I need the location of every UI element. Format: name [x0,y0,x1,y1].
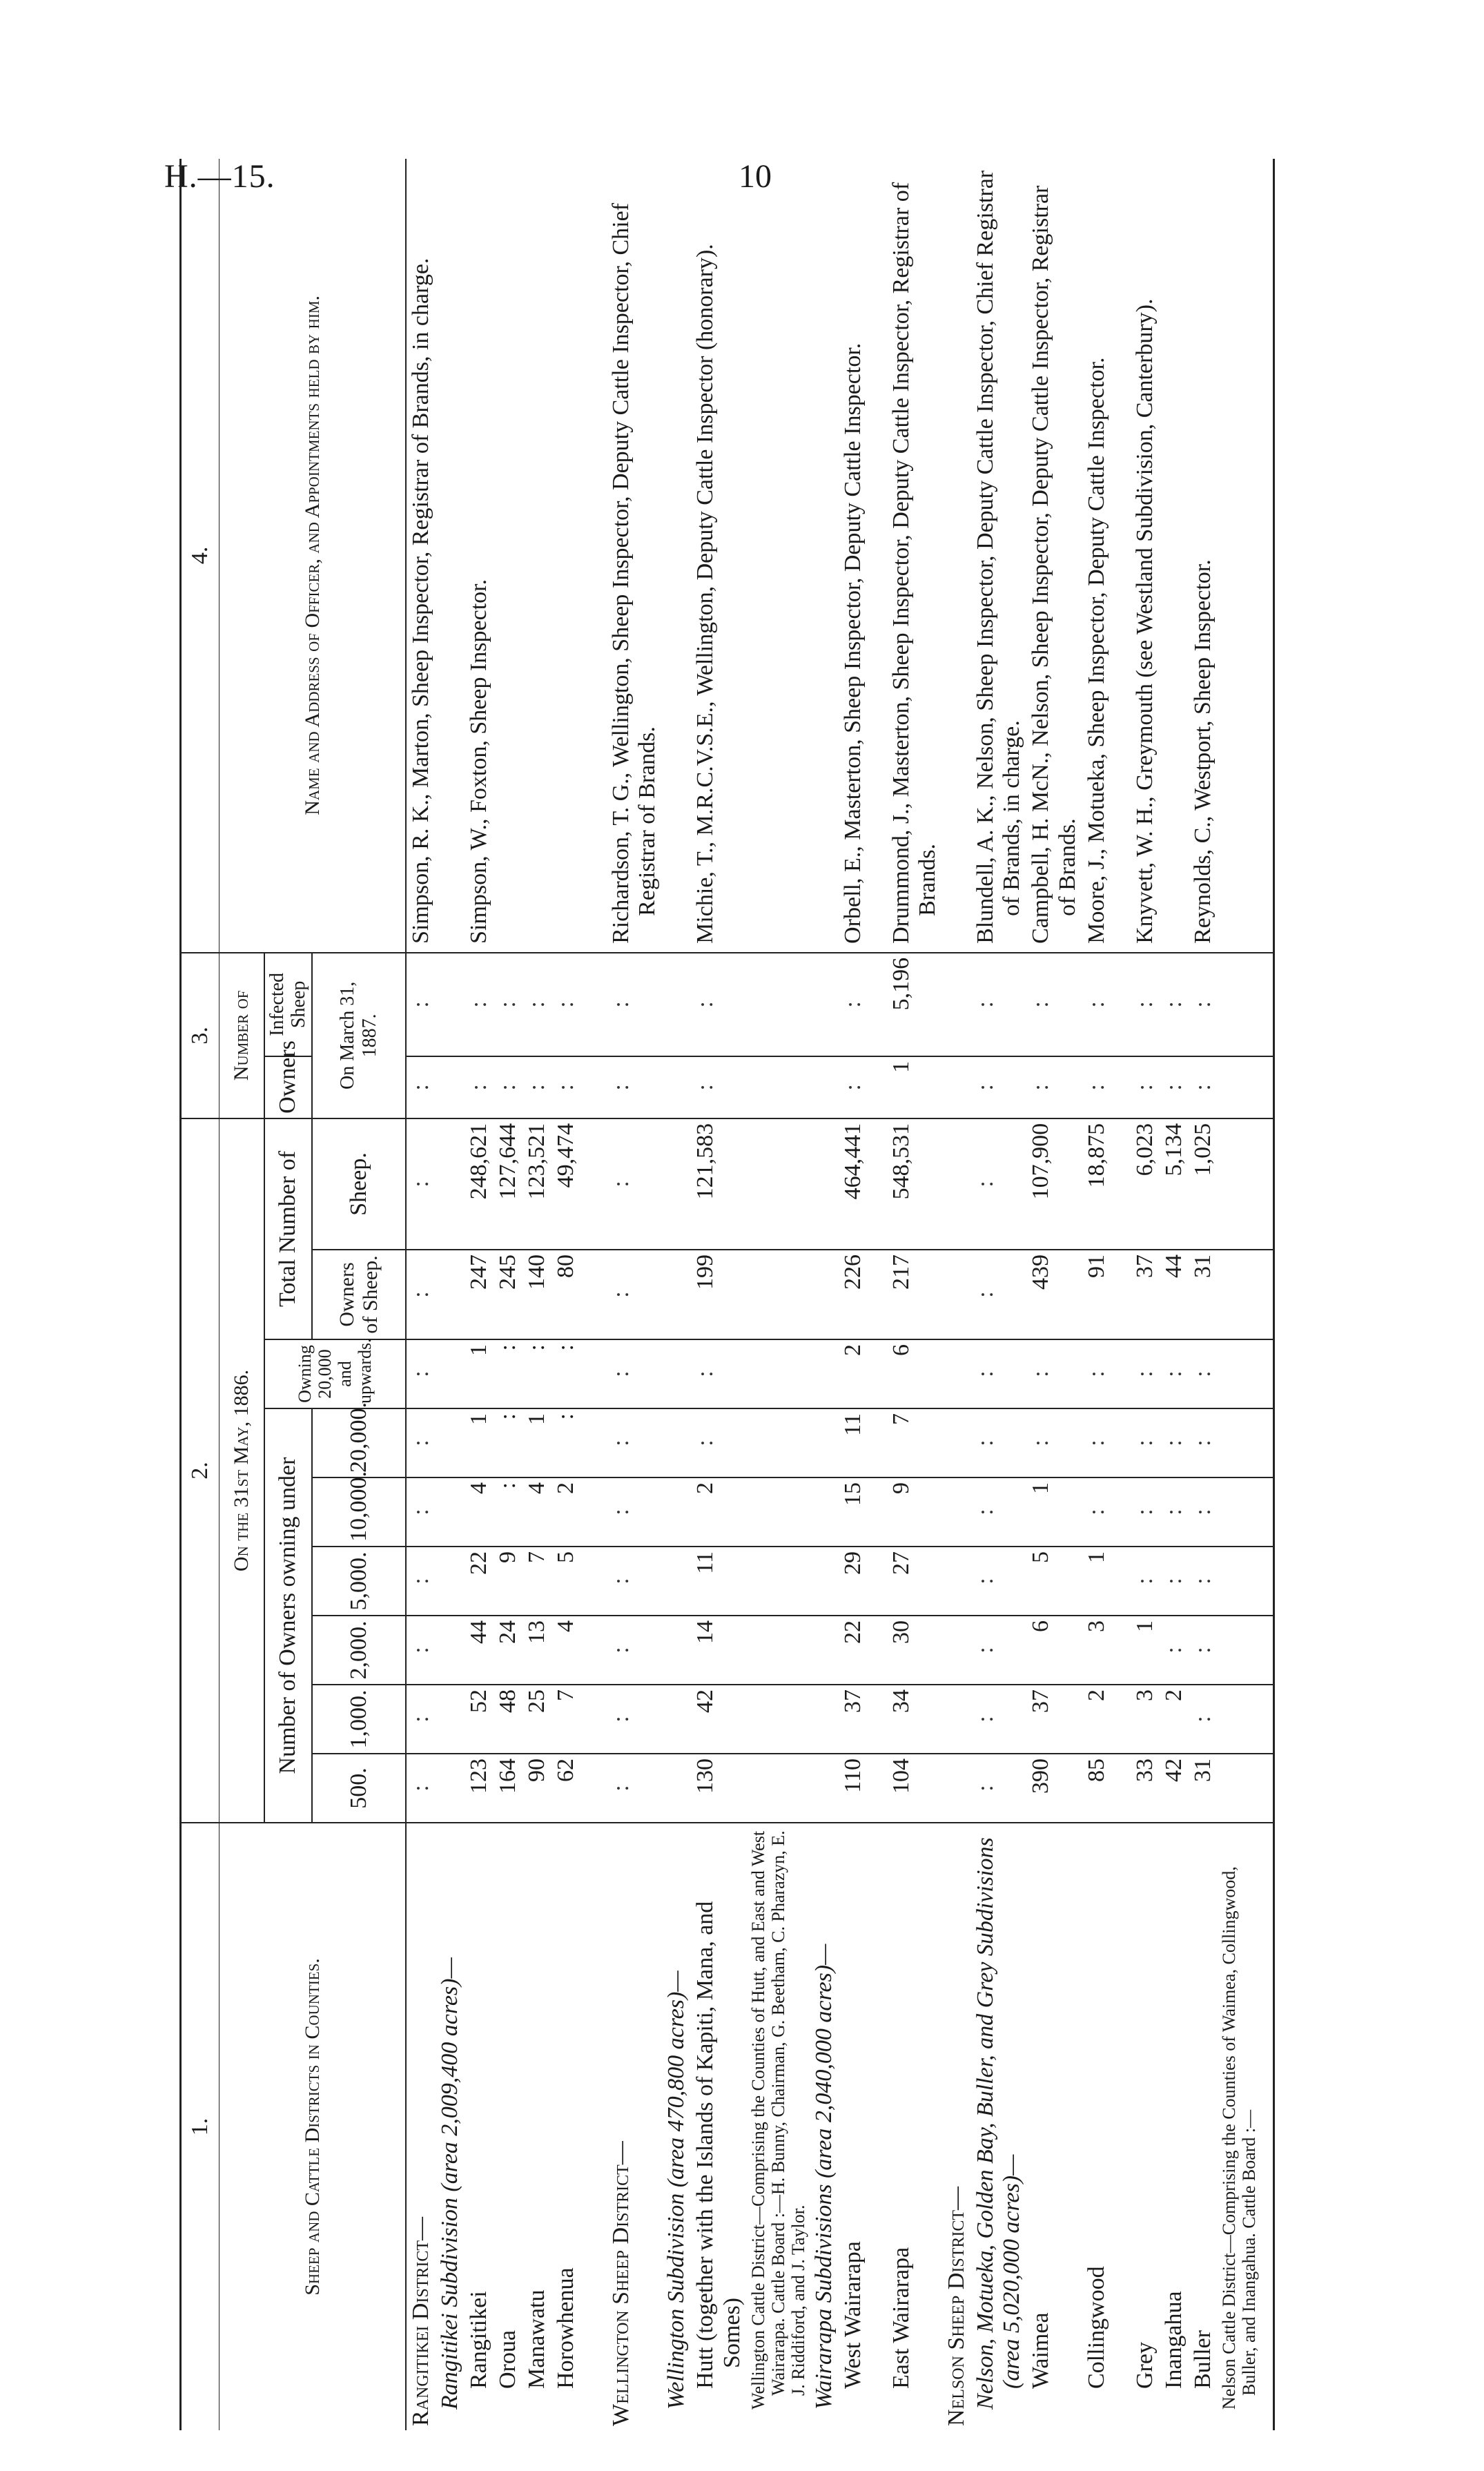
officer-text: Simpson, W., Foxton, Sheep Inspector. [465,579,491,944]
infected-owners-cell: : [551,1056,607,1118]
u2000-cell: : [971,1616,1026,1685]
u10000-cell: : [1082,1477,1131,1547]
district-name: Nelson Sheep District— [942,1823,971,2430]
infected-sheep-cell: : [607,953,662,1056]
infected-owners-cell: : [1189,1056,1218,1118]
infected-sheep-cell: : [551,953,607,1056]
u5000-cell: : [971,1547,1026,1616]
bracket-1000: 1,000. [312,1685,406,1754]
u5000-cell: : [1160,1547,1189,1616]
col1-header: Sheep and Cattle Districts in Counties. [219,1823,406,2430]
u20000-cell: 1 [465,1408,494,1477]
u20000-cell: : [1026,1408,1082,1477]
u1000-cell: 34 [887,1685,942,1754]
officer-cell [1082,159,1131,953]
owning-under-header: Number of Owners owning under [264,1408,312,1823]
u20000-cell: : [691,1408,746,1477]
col1-number: 1. [181,1823,219,2430]
infected-sheep-cell: : [1189,953,1218,1056]
county-name: Waimea [1026,1823,1082,2430]
county-name: Buller [1189,1823,1218,2430]
infected-sheep-cell: : [1160,953,1189,1056]
officer-text: Orbell, E., Masterton, Sheep Inspector, Deputy Cattle Inspector. [839,342,866,944]
u5000-cell: 11 [691,1547,746,1616]
total-owners-header: Owners of Sheep. [312,1250,406,1339]
u10000-cell: 4 [523,1477,551,1547]
infected-sheep-cell: 5,196 [887,953,942,1056]
officer-cell [607,159,662,953]
u20000-cell: : [494,1408,523,1477]
table-row [436,159,465,2430]
sheep-districts-table [179,159,1275,2430]
col3-number: 3. [181,953,219,1118]
u500-cell: : [406,1754,436,1823]
infected-owners-cell: : [465,1056,494,1118]
u20000-cell: : [1189,1408,1218,1477]
owners-cell: 91 [1082,1250,1131,1339]
u1000-cell: 37 [1026,1685,1082,1754]
table-row [1160,159,1189,2430]
col3-owners-header: Owners [264,1056,312,1118]
sheep-cell: 248,621 [465,1118,494,1250]
u10000-cell: : [406,1477,436,1547]
u5000-cell: 9 [494,1547,523,1616]
upwards-cell: : [1026,1339,1082,1408]
infected-owners-cell: : [406,1056,436,1118]
u500-cell: 164 [494,1754,523,1823]
u20000-cell: : [406,1408,436,1477]
bracket-2000: 2,000. [312,1616,406,1685]
u2000-cell: 13 [523,1616,551,1685]
infected-owners-cell: : [1082,1056,1131,1118]
sheep-cell: : [971,1118,1026,1250]
u2000-cell: 22 [839,1616,887,1685]
u2000-cell: : [406,1616,436,1685]
upwards-cell: : [523,1339,551,1408]
u1000-cell: 2 [1160,1685,1189,1754]
owners-cell: : [607,1250,662,1339]
upwards-cell: 2 [839,1339,887,1408]
table-row [810,159,839,2430]
officer-text: Simpson, R. K., Marton, Sheep Inspector, Registrar of Brands, in charge. [407,258,433,944]
owners-cell: 140 [523,1250,551,1339]
upwards-cell: : [406,1339,436,1408]
u20000-cell: : [607,1408,662,1477]
cattle-district-note: Wellington Cattle District—Comprising the Counties of Hutt, and East and West Wairarapa. Cattle Board :—H. Bunny, Chairman, G. Beetham, C. Pharazyn, E. J. Riddiford, and J. Taylor. [747,1823,810,2430]
infected-owners-cell: : [494,1056,523,1118]
officer-text: Reynolds, C., Westport, Sheep Inspector. [1189,559,1215,944]
upwards-header: Owning 20,000 and upwards. [264,1339,406,1408]
infected-sheep-cell: : [465,953,494,1056]
u1000-cell: 7 [551,1685,607,1754]
bracket-20000: 20,000. [312,1408,406,1477]
u20000-cell: : [1131,1408,1160,1477]
upwards-cell: : [551,1339,607,1408]
owners-cell: 247 [465,1250,494,1339]
upwards-cell: 6 [887,1339,942,1408]
u10000-cell: : [1160,1477,1189,1547]
u2000-cell: 14 [691,1616,746,1685]
u5000-cell: 7 [523,1547,551,1616]
subdivision-name: Wellington Subdivision (area 470,800 acres)— [662,1823,691,2430]
bracket-5000: 5,000. [312,1547,406,1616]
u5000-cell: 22 [465,1547,494,1616]
u5000-cell: : [406,1547,436,1616]
officer-cell [887,159,942,953]
officer-cell [551,159,607,953]
county-name: West Wairarapa [839,1823,887,2430]
upwards-cell: : [971,1339,1026,1408]
u2000-cell: 4 [551,1616,607,1685]
sheep-cell: 548,531 [887,1118,942,1250]
col2-number: 2. [181,1118,219,1823]
county-name: Collingwood [1082,1823,1131,2430]
u20000-cell: 11 [839,1408,887,1477]
u2000-cell: 3 [1082,1616,1131,1685]
owners-cell: 245 [494,1250,523,1339]
infected-owners-cell: : [1026,1056,1082,1118]
bracket-10000: 10,000. [312,1477,406,1547]
infected-sheep-cell: : [839,953,887,1056]
u500-cell: 42 [1160,1754,1189,1823]
u20000-cell: : [1160,1408,1189,1477]
table-row [551,159,607,2430]
owners-cell: 37 [1131,1250,1160,1339]
owners-cell: : [406,1250,436,1339]
sheep-cell: 5,134 [1160,1118,1189,1250]
upwards-cell: : [607,1339,662,1408]
u1000-cell: 25 [523,1685,551,1754]
u500-cell: 110 [839,1754,887,1823]
u1000-cell: 48 [494,1685,523,1754]
u10000-cell: : [494,1477,523,1547]
subdivision-name: Rangitikei Subdivision (area 2,009,400 acres)— [436,1823,465,2430]
county-name: Grey [1131,1823,1160,2430]
infected-owners-cell: : [523,1056,551,1118]
u2000-cell: : [1160,1616,1189,1685]
subdivision-name: Wairarapa Subdivisions (area 2,040,000 acres)— [810,1823,839,2430]
col4-header: Name and Address of Officer, and Appointments held by him. [219,159,406,953]
u5000-cell: 5 [1026,1547,1082,1616]
officer-text: Moore, J., Motueka, Sheep Inspector, Deputy Cattle Inspector. [1083,357,1109,944]
owners-cell: : [971,1250,1026,1339]
officer-text: Blundell, A. K., Nelson, Sheep Inspector, Deputy Cattle Inspector, Chief Registrar of Brands, in charge. [973,170,1025,944]
u5000-cell: : [607,1547,662,1616]
officer-cell [1026,159,1082,953]
table-row [607,159,662,2430]
table-row [465,159,494,2430]
table-row [523,159,551,2430]
sheep-cell: 464,441 [839,1118,887,1250]
bracket-500: 500. [312,1754,406,1823]
infected-owners-cell: : [1131,1056,1160,1118]
table-row [494,159,523,2430]
county-name: Rangitikei [465,1823,494,2430]
u500-cell: 104 [887,1754,942,1823]
table-row [1131,159,1160,2430]
u500-cell: 62 [551,1754,607,1823]
total-number-header: Total Number of [264,1118,312,1339]
district-name: Rangitikei District— [406,1823,436,2430]
officer-cell [523,159,551,953]
col3-infected-header: Infected Sheep [264,953,312,1056]
table-row [839,159,887,2430]
infected-owners-cell: 1 [887,1056,942,1118]
table-row [691,159,746,2430]
infected-sheep-cell: : [1082,953,1131,1056]
officer-cell [839,159,887,953]
sheep-cell: : [607,1118,662,1250]
sheep-cell: 1,025 [1189,1118,1218,1250]
u1000-cell: 42 [691,1685,746,1754]
u10000-cell: 1 [1026,1477,1082,1547]
u2000-cell: : [1189,1616,1218,1685]
upwards-cell: : [1160,1339,1189,1408]
u2000-cell: : [607,1616,662,1685]
owners-cell: 217 [887,1250,942,1339]
table-body [406,159,1274,2430]
cattle-district-note: Nelson Cattle District—Comprising the Counties of Waimea, Collingwood, Buller, and Inangahua. Cattle Board :— [1218,1823,1274,2430]
upwards-cell: : [1082,1339,1131,1408]
owners-cell: 199 [691,1250,746,1339]
table-row [1082,159,1131,2430]
u1000-cell: 52 [465,1685,494,1754]
u1000-cell: : [971,1685,1026,1754]
owners-cell: 31 [1189,1250,1218,1339]
officer-cell [406,159,436,953]
officer-text: Drummond, J., Masterton, Sheep Inspector, Deputy Cattle Inspector, Registrar of Brands. [888,182,941,944]
officer-text: Michie, T., M.R.C.V.S.E., Wellington, Deputy Cattle Inspector (honorary). [692,244,719,944]
u10000-cell: : [1131,1477,1160,1547]
u10000-cell: : [607,1477,662,1547]
county-name: Hutt (together with the Islands of Kapiti, Mana, and Somes) [691,1823,746,2430]
u2000-cell: 1 [1131,1616,1160,1685]
table-row [1026,159,1082,2430]
u2000-cell: 44 [465,1616,494,1685]
officer-cell [1131,159,1160,953]
sheep-cell: 123,521 [523,1118,551,1250]
upwards-cell: : [691,1339,746,1408]
col3-date-header: On March 31, 1887. [312,953,406,1118]
officer-cell [971,159,1026,953]
owners-cell: 226 [839,1250,887,1339]
sheep-cell: 18,875 [1082,1118,1131,1250]
county-name: East Wairarapa [887,1823,942,2430]
u500-cell: 33 [1131,1754,1160,1823]
table-row [662,159,691,2430]
u10000-cell: 15 [839,1477,887,1547]
table-row [1189,159,1218,2430]
officer-cell [1189,159,1218,953]
u20000-cell: : [1082,1408,1131,1477]
u1000-cell: : [406,1685,436,1754]
u500-cell: 31 [1189,1754,1218,1823]
infected-owners-cell: : [1160,1056,1189,1118]
total-sheep-header: Sheep. [312,1118,406,1250]
u500-cell: 90 [523,1754,551,1823]
officer-cell [494,159,523,953]
u5000-cell: : [1189,1547,1218,1616]
infected-sheep-cell: : [494,953,523,1056]
u1000-cell: 3 [1131,1685,1160,1754]
table-row [942,159,971,2430]
infected-sheep-cell: : [1131,953,1160,1056]
u500-cell: 85 [1082,1754,1131,1823]
infected-sheep-cell: : [691,953,746,1056]
county-name: Oroua [494,1823,523,2430]
u500-cell: : [607,1754,662,1823]
infected-sheep-cell: : [523,953,551,1056]
u10000-cell: 2 [551,1477,607,1547]
infected-owners-cell: : [607,1056,662,1118]
u5000-cell: 29 [839,1547,887,1616]
sheep-cell: 127,644 [494,1118,523,1250]
u1000-cell: : [607,1685,662,1754]
owners-cell: 44 [1160,1250,1189,1339]
table-row [1218,159,1274,2430]
u10000-cell: 9 [887,1477,942,1547]
u5000-cell: : [1131,1547,1160,1616]
col3-header: Number of [219,953,265,1118]
table-row [971,159,1026,2430]
u10000-cell: 4 [465,1477,494,1547]
u10000-cell: : [971,1477,1026,1547]
officer-text: Knyvett, W. H., Greymouth (see Westland Subdivision, Canterbury). [1131,298,1158,944]
infected-owners-cell: : [971,1056,1026,1118]
infected-sheep-cell: : [1026,953,1082,1056]
u500-cell: : [971,1754,1026,1823]
upwards-cell: : [494,1339,523,1408]
u1000-cell: : [1189,1685,1218,1754]
u2000-cell: 6 [1026,1616,1082,1685]
officer-cell [465,159,494,953]
u5000-cell: 1 [1082,1547,1131,1616]
u10000-cell: 2 [691,1477,746,1547]
u500-cell: 123 [465,1754,494,1823]
county-name: Horowhenua [551,1823,607,2430]
sheep-cell: 6,023 [1131,1118,1160,1250]
infected-owners-cell: : [839,1056,887,1118]
officer-cell [691,159,746,953]
sheep-cell: 49,474 [551,1118,607,1250]
u20000-cell: 7 [887,1408,942,1477]
table-row [887,159,942,2430]
owners-cell: 80 [551,1250,607,1339]
u20000-cell: : [551,1408,607,1477]
u10000-cell: : [1189,1477,1218,1547]
u2000-cell: 30 [887,1616,942,1685]
county-name: Manawatu [523,1823,551,2430]
officer-cell [1160,159,1189,953]
u500-cell: 390 [1026,1754,1082,1823]
u5000-cell: 27 [887,1547,942,1616]
district-name: Wellington Sheep District— [607,1823,662,2430]
u1000-cell: 2 [1082,1685,1131,1754]
col4-number: 4. [181,159,219,953]
owners-cell: 439 [1026,1250,1082,1339]
upwards-cell: 1 [465,1339,494,1408]
u500-cell: 130 [691,1754,746,1823]
sheep-cell: 107,900 [1026,1118,1082,1250]
officer-text: Campbell, H. McN., Nelson, Sheep Inspector, Deputy Cattle Inspector, Registrar of Brands. [1028,185,1080,944]
infected-sheep-cell: : [406,953,436,1056]
upwards-cell: : [1189,1339,1218,1408]
sheep-cell: 121,583 [691,1118,746,1250]
subdivision-name: Nelson, Motueka, Golden Bay, Buller, and Grey Subdivisions (area 5,020,000 acres)— [971,1823,1026,2430]
u20000-cell: 1 [523,1408,551,1477]
page-number: 10 [739,158,772,195]
upwards-cell: : [1131,1339,1160,1408]
u5000-cell: 5 [551,1547,607,1616]
county-name: Inangahua [1160,1823,1189,2430]
table-row [747,159,810,2430]
u1000-cell: 37 [839,1685,887,1754]
infected-owners-cell: : [691,1056,746,1118]
col2-header: On the 31st May, 1886. [219,1118,265,1823]
u2000-cell: 24 [494,1616,523,1685]
sheep-cell: : [406,1118,436,1250]
report-reference: H.—15. [164,158,275,195]
infected-sheep-cell: : [971,953,1026,1056]
officer-text: Richardson, T. G., Wellington, Sheep Inspector, Deputy Cattle Inspector, Chief Registrar of Brands. [608,202,661,944]
table-row [406,159,436,2430]
u20000-cell: : [971,1408,1026,1477]
